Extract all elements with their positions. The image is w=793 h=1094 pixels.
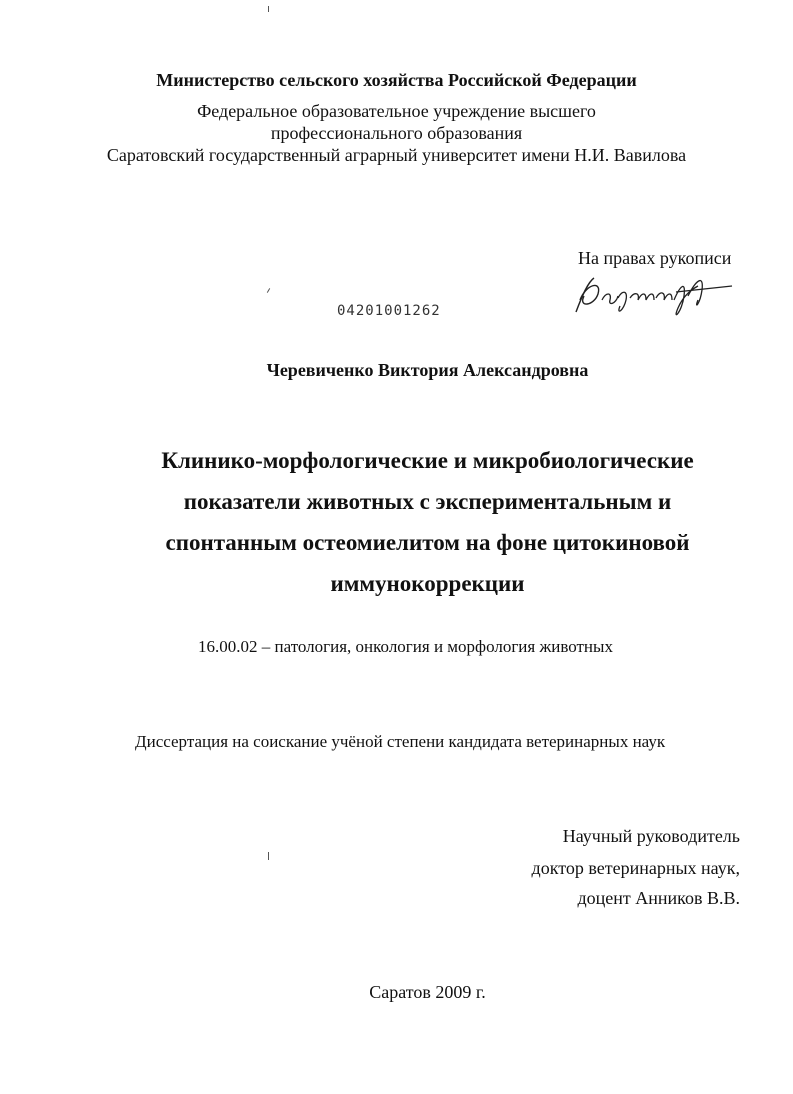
scan-mark-top <box>268 6 269 12</box>
archive-number: 04201001262 <box>337 303 441 319</box>
institution-line-2: профессионального образования <box>270 123 523 143</box>
title-line: спонтанным остеомиелитом на фоне цитокиновой <box>165 530 690 555</box>
supervisor-rank: доктор ветеринарных наук, <box>531 858 740 878</box>
scan-mark-left <box>267 288 270 293</box>
ministry-heading: Министерство сельского хозяйства Российской Федерации <box>156 70 637 90</box>
specialty-code: 16.00.02 – патология, онкология и морфология животных <box>198 637 613 656</box>
title-line: иммунокоррекции <box>330 571 525 596</box>
institution-line-1: Федеральное образовательное учреждение высшего <box>197 101 596 121</box>
title-line: показатели животных с экспериментальным и <box>183 489 672 514</box>
scan-mark-bottom <box>268 852 269 860</box>
university-name: Саратовский государственный аграрный университет имени Н.И. Вавилова <box>106 145 687 165</box>
author-name: Черевиченко Виктория Александровна <box>266 360 589 380</box>
supervisor-name: доцент Анников В.В. <box>577 888 740 908</box>
manuscript-note: На правах рукописи <box>578 248 732 268</box>
title-line: Клинико-морфологические и микробиологические <box>161 448 694 473</box>
handwritten-signature-icon <box>572 266 742 326</box>
degree-statement: Диссертация на соискание учёной степени кандидата ветеринарных наук <box>135 732 666 751</box>
place-year: Саратов 2009 г. <box>369 982 486 1002</box>
supervisor-role: Научный руководитель <box>562 826 740 846</box>
dissertation-title <box>0 440 793 604</box>
